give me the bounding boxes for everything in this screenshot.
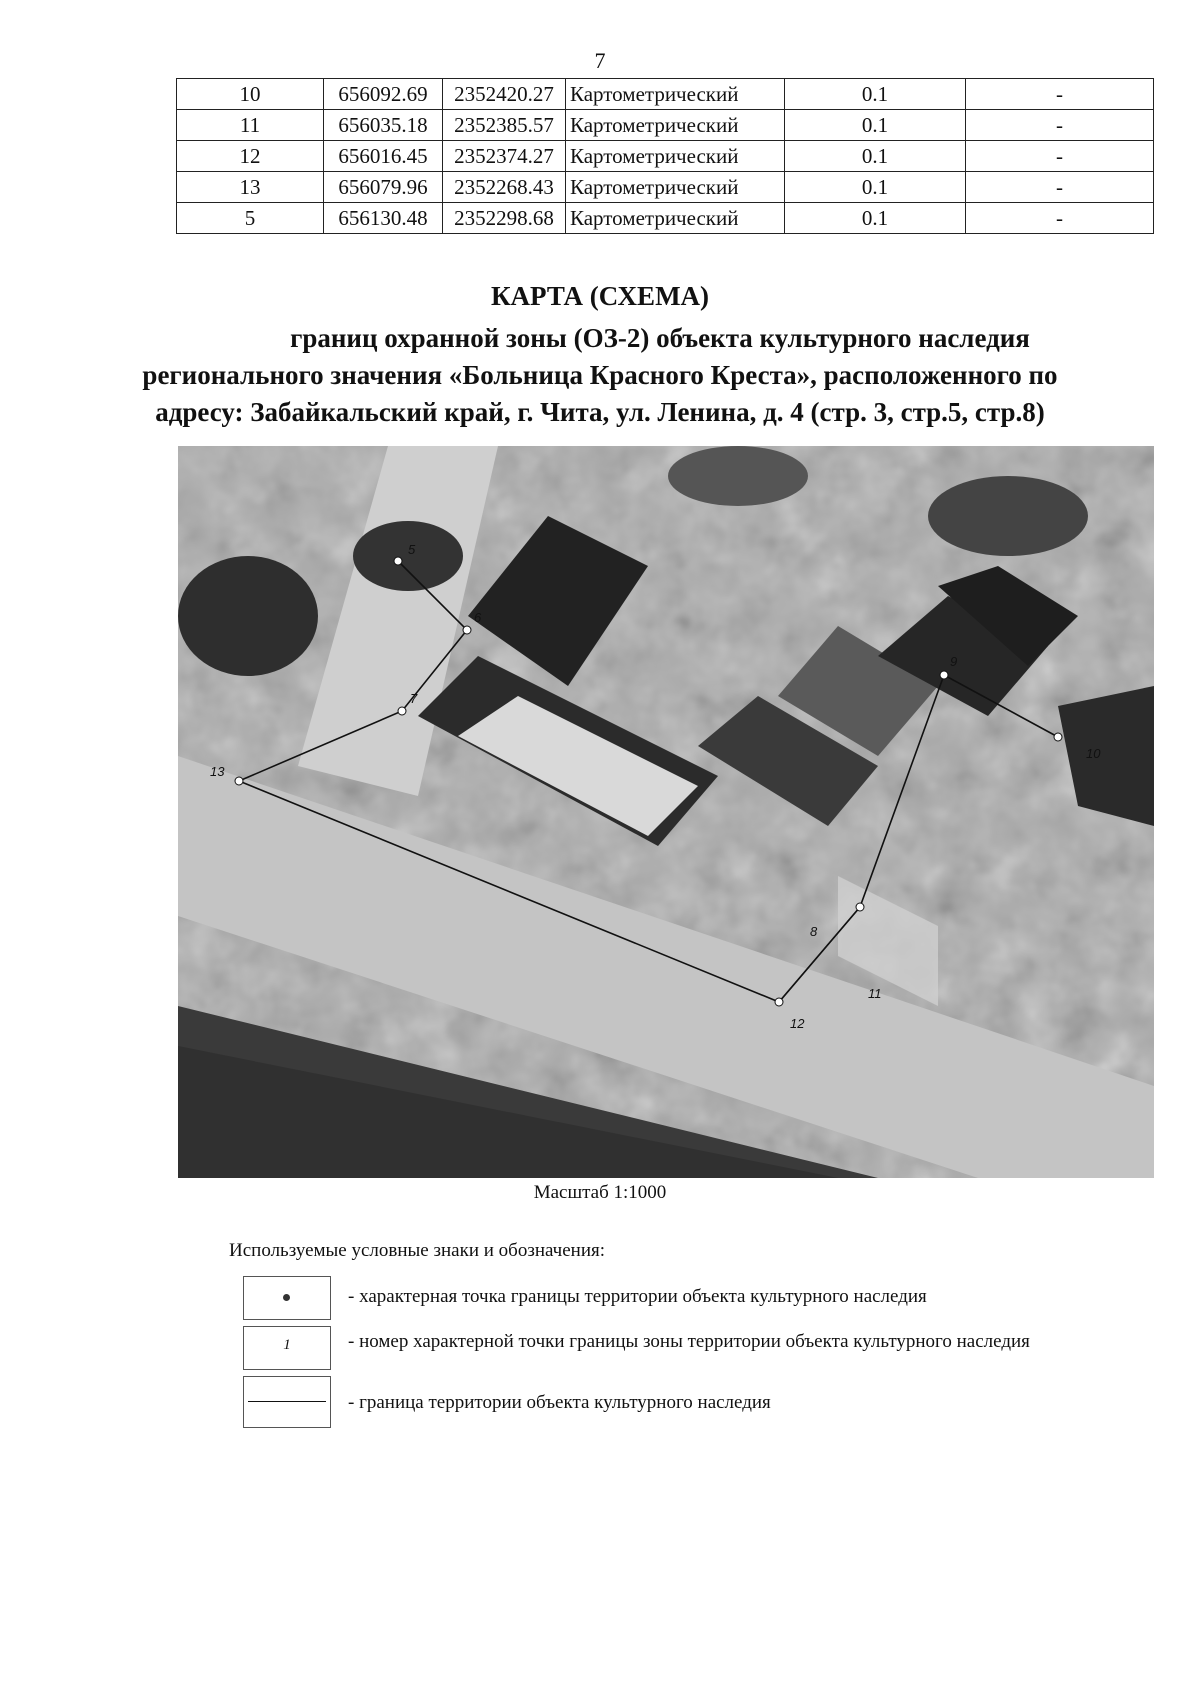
- point-label-11: 11: [868, 986, 882, 1001]
- point-number-sample: 1: [283, 1337, 291, 1353]
- cell-x: 656016.45: [324, 141, 443, 172]
- cell-point-number: 11: [177, 110, 324, 141]
- cell-note: -: [966, 79, 1154, 110]
- point-label-13: 13: [210, 764, 225, 779]
- cell-method: Картометрический: [566, 172, 785, 203]
- cell-note: -: [966, 203, 1154, 234]
- boundary-line-sample-icon: [248, 1401, 326, 1402]
- point-label-5: 5: [408, 542, 416, 557]
- legend-item-boundary: - граница территории объекта культурного наследия: [348, 1392, 771, 1413]
- cell-note: -: [966, 110, 1154, 141]
- point-label-12: 12: [790, 1016, 805, 1031]
- map-subtitle-line-3: адресу: Забайкальский край, г. Чита, ул. Ленина, д. 4 (стр. 3, стр.5, стр.8): [155, 397, 1045, 427]
- point-label-8: 8: [810, 924, 818, 939]
- legend-symbol-number: [243, 1326, 331, 1370]
- cell-x: 656079.96: [324, 172, 443, 203]
- legend-item-point: - характерная точка границы территории объекта культурного наследия: [348, 1286, 927, 1307]
- cell-y: 2352298.68: [443, 203, 566, 234]
- aerial-map-svg: [178, 446, 1154, 1178]
- legend-heading: Используемые условные знаки и обозначения:: [229, 1240, 606, 1261]
- map-subtitle-line-2: регионального значения «Больница Красного Креста», расположенного по: [142, 360, 1058, 390]
- legend-symbol-line: [243, 1376, 331, 1428]
- cell-note: -: [966, 172, 1154, 203]
- cell-method: Картометрический: [566, 203, 785, 234]
- cell-accuracy: 0.1: [785, 203, 966, 234]
- cell-point-number: 5: [177, 203, 324, 234]
- cell-accuracy: 0.1: [785, 141, 966, 172]
- coordinates-table: [176, 78, 1154, 234]
- cell-x: 656092.69: [324, 79, 443, 110]
- cell-accuracy: 0.1: [785, 79, 966, 110]
- table-row: [177, 203, 1154, 234]
- cell-x: 656130.48: [324, 203, 443, 234]
- cell-point-number: 13: [177, 172, 324, 203]
- table-row: [177, 141, 1154, 172]
- point-marker-icon: [283, 1294, 290, 1301]
- map-title: КАРТА (СХЕМА): [490, 281, 710, 311]
- map-subtitle-line-1: границ охранной зоны (ОЗ-2) объекта культурного наследия: [290, 323, 1030, 353]
- cell-point-number: 12: [177, 141, 324, 172]
- cell-note: -: [966, 141, 1154, 172]
- point-label-10: 10: [1086, 746, 1101, 761]
- point-label-6: 6: [474, 610, 482, 625]
- point-label-7: 7: [410, 691, 418, 706]
- cell-y: 2352420.27: [443, 79, 566, 110]
- point-label-9: 9: [950, 654, 958, 669]
- table-row: [177, 79, 1154, 110]
- cell-y: 2352268.43: [443, 172, 566, 203]
- cell-method: Картометрический: [566, 79, 785, 110]
- cell-accuracy: 0.1: [785, 172, 966, 203]
- table-row: [177, 110, 1154, 141]
- cell-accuracy: 0.1: [785, 110, 966, 141]
- aerial-map: [178, 446, 1154, 1178]
- cell-point-number: 10: [177, 79, 324, 110]
- page-number: 7: [594, 48, 606, 73]
- cell-y: 2352385.57: [443, 110, 566, 141]
- cell-method: Картометрический: [566, 141, 785, 172]
- table-row: [177, 172, 1154, 203]
- map-scale: Масштаб 1:1000: [533, 1182, 667, 1203]
- cell-y: 2352374.27: [443, 141, 566, 172]
- cell-method: Картометрический: [566, 110, 785, 141]
- cell-x: 656035.18: [324, 110, 443, 141]
- legend-symbol-point: [243, 1276, 331, 1320]
- legend-item-number: - номер характерной точки границы зоны территории объекта культурного наследия: [348, 1331, 1030, 1352]
